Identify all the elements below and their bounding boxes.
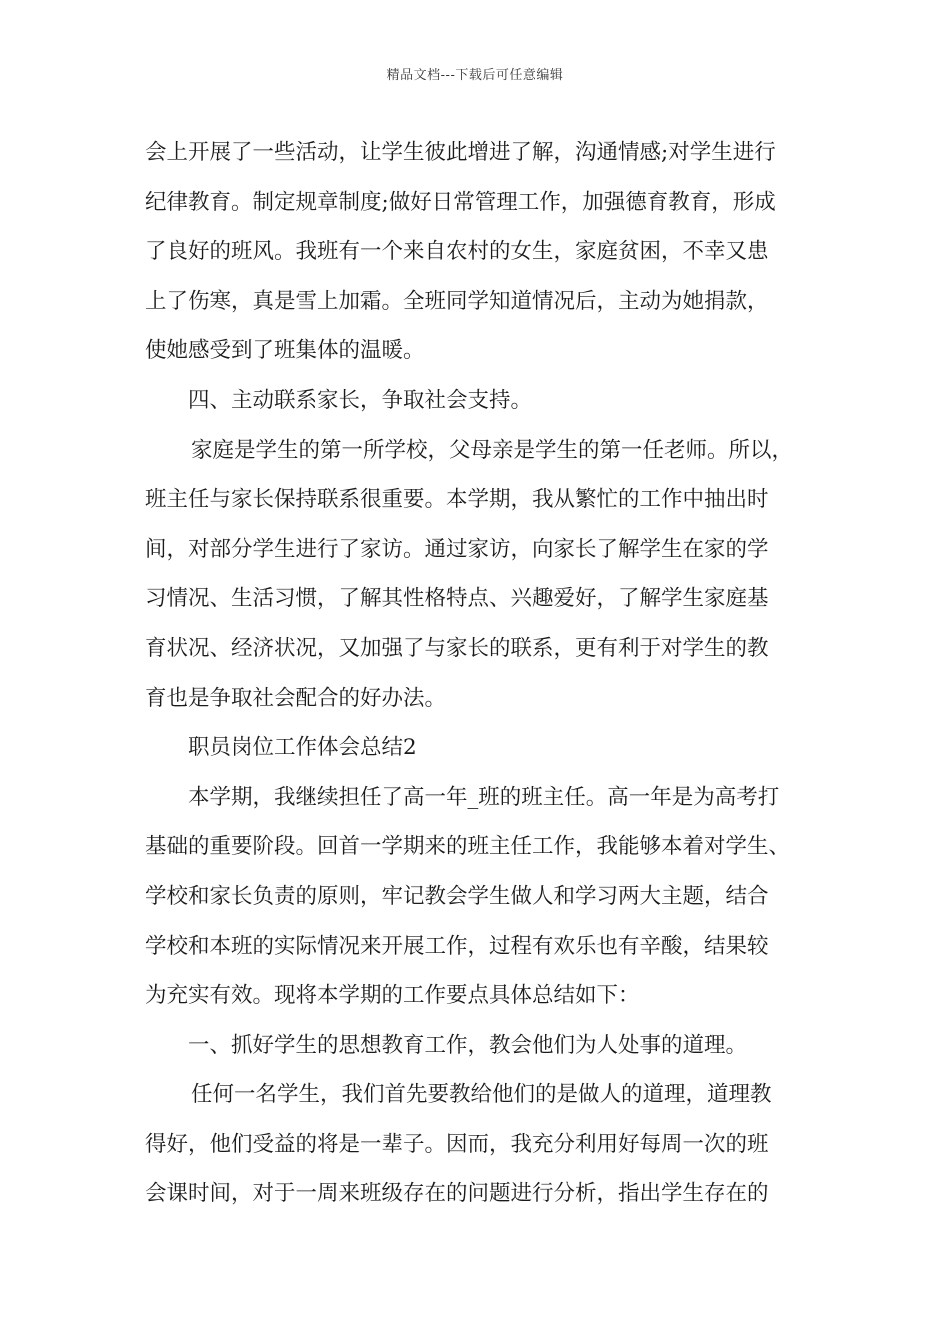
text-line: 任何一名学生，我们首先要教给他们的是做人的道理，道理教 — [191, 1082, 772, 1108]
text-line: 习情况、生活习惯，了解其性格特点、兴趣爱好，了解学生家庭基 — [145, 586, 769, 612]
text-line: 学校和本班的实际情况来开展工作，过程有欢乐也有辛酸，结果较 — [145, 933, 769, 959]
page-header: 精品文档---下载后可任意编辑 — [386, 68, 564, 83]
text-line: 了良好的班风。我班有一个来自农村的女生，家庭贫困，不幸又患 — [145, 239, 769, 265]
text-line: 得好，他们受益的将是一辈子。因而，我充分利用好每周一次的班 — [145, 1131, 769, 1157]
text-line: 为充实有效。现将本学期的工作要点具体总结如下： — [145, 983, 640, 1009]
text-line: 上了伤寒，真是雪上加霜。全班同学知道情况后，主动为她捐款， — [145, 288, 769, 314]
text-line: 育状况、经济状况，又加强了与家长的联系，更有利于对学生的教 — [145, 635, 769, 661]
document-title: 职员岗位工作体会总结2 — [188, 735, 417, 761]
text-line: 家庭是学生的第一所学校，父母亲是学生的第一任老师。所以， — [191, 437, 794, 463]
section-heading: 四、主动联系家长，争取社会支持。 — [188, 387, 533, 413]
text-line: 会上开展了一些活动，让学生彼此增进了解，沟通情感;对学生进行 — [145, 140, 776, 165]
text-line: 基础的重要阶段。回首一学期来的班主任工作，我能够本着对学生、 — [145, 834, 791, 860]
document-body — [145, 128, 825, 1219]
section-heading: 一、抓好学生的思想教育工作，教会他们为人处事的道理。 — [188, 1032, 748, 1058]
text-line: 学校和家长负责的原则，牢记教会学生做人和学习两大主题，结合 — [145, 883, 769, 909]
text-line: 纪律教育。制定规章制度;做好日常管理工作，加强德育教育，形成 — [145, 189, 776, 215]
text-line: 育也是争取社会配合的好办法。 — [145, 685, 447, 711]
text-line: 会课时间，对于一周来班级存在的问题进行分析，指出学生存在的 — [145, 1181, 769, 1207]
text-line: 使她感受到了班集体的温暖。 — [145, 338, 425, 364]
text-line: 间，对部分学生进行了家访。通过家访，向家长了解学生在家的学 — [145, 536, 769, 562]
text-line: 班主任与家长保持联系很重要。本学期，我从繁忙的工作中抽出时 — [145, 487, 769, 513]
text-line: 本学期，我继续担任了高一年_班的班主任。高一年是为高考打 — [188, 784, 780, 810]
